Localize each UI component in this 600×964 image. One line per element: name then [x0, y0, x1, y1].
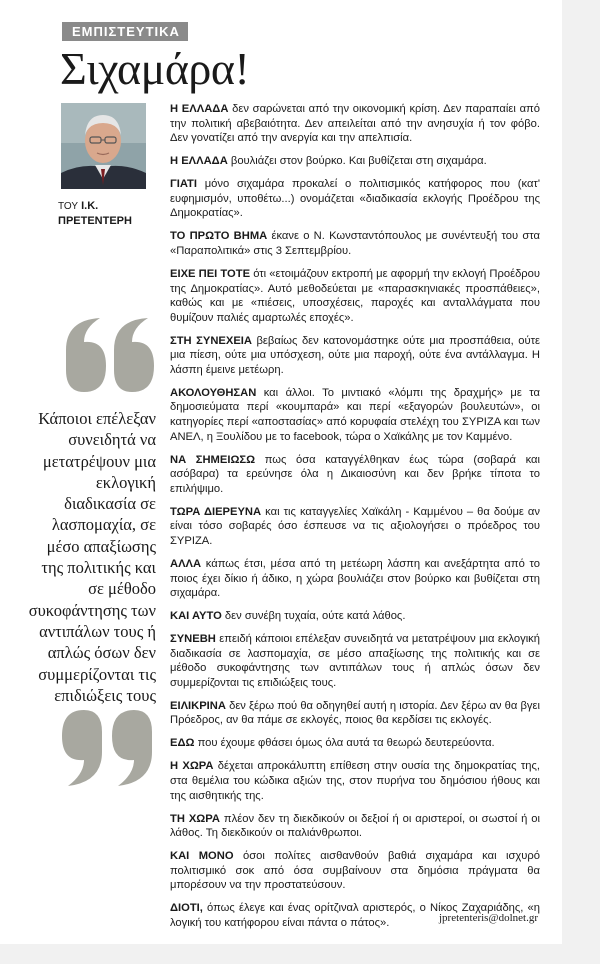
paragraph-lead: ΕΔΩ: [170, 737, 195, 750]
byline-prefix: ΤΟΥ: [58, 201, 79, 212]
paragraph-lead: ΓΙΑΤΙ: [170, 178, 197, 191]
section-tag: ΕΜΠΙΣΤΕΥΤΙΚΑ: [62, 22, 188, 41]
paragraph-text: όπως έλεγε και ένας ορίτζιναλ αριστερός, ο Νίκος Ζαχαριάδης, «η λογική του κατήφορου είναι πάντα ο πάτος».: [170, 902, 540, 929]
author-portrait-image: [61, 103, 146, 189]
headline: Σιχαμάρα!: [60, 43, 250, 94]
byline-initials: Ι.Κ.: [81, 200, 99, 212]
author-byline: [58, 199, 168, 228]
paragraph: [170, 759, 540, 803]
author-photo: [61, 103, 146, 189]
paragraph: [170, 505, 540, 549]
paragraph-lead: ΕΙΧΕ ΠΕΙ ΤΟΤΕ: [170, 267, 251, 280]
paragraph-text: βεβαίως δεν κατονομάστηκε ούτε μια προσπάθεια, ούτε μια πίεση, ούτε μια υπόσχεση, ούτε μια παροχή, ούτε ένα αντάλλαγμα. Η λάσπη έμεινε μετέωρη.: [170, 334, 540, 376]
paragraph-text: ότι «ετοιμάζουν εκτροπή με αφορμή την εκλογή Προέδρου της Δημοκρατίας». Αυτό μεθοδεύεται με «παρασκηνιακές προσπάθειες», καθώς και με «πιέσεις, υποσχέσεις, παροχές και ανταλλάγματα που θυμίζουν παλιές αμαρτωλές εποχές».: [170, 267, 540, 324]
paragraph: [170, 102, 540, 146]
paragraph-text: και άλλοι. Το μιντιακό «λόμπι της δραχμής» με τα δημοσιεύματα περί «κουμπαρά» και περί «εξαγορών βουλευτών», οι κατηγορίες περί «αποστασίας» από κορυφαία στελέχη του ΣΥΡΙΖΑ και των ΑΝΕΛ, η Ξουλίδου με το facebook, τώρα ο Χαϊκάλης με τον Καμμένο.: [170, 386, 540, 443]
paragraph: [170, 849, 540, 893]
paragraph-lead: ΤΩΡΑ ΔΙΕΡΕΥΝΑ: [170, 505, 262, 518]
pull-quote: Κάποιοι επέλεξαν συνειδητά να μετατρέψουν μια εκλογική διαδικασία σε λασπομαχία, σε μέσο απαξίωσης της πολιτικής και σε μέθοδο συκοφάντησης των αντιπάλων τους ή απλώς όσων δεν συμμερίζονται τις επιδιώξεις τους: [28, 409, 156, 705]
paragraph-text: δεν ξέρω πού θα οδηγηθεί αυτή η ιστορία. Δεν ξέρω αν θα βγει Πρόεδρος, αν θα πάμε σε εκλογές, ποιος θα κερδίσει τις εκλογές.: [170, 699, 540, 727]
paragraph: [170, 453, 540, 497]
paragraph-lead: ΔΙΟΤΙ,: [170, 902, 203, 915]
article-body: [170, 102, 540, 939]
author-email: jpretenteris@dolnet.gr: [438, 912, 538, 924]
paragraph: [170, 386, 540, 444]
paragraph-lead: ΑΛΛΑ: [170, 557, 202, 570]
paragraph-text: πως όσα καταγγέλθηκαν έως τώρα (σοβαρά και ασόβαρα) τα ερεύνησε όλα η Δικαιοσύνη και δεν βρήκε τίποτα το επιλήψιμο.: [170, 453, 540, 495]
paragraph-text: έκανε ο Ν. Κωνσταντόπουλος με συνέντευξή του στα «Παραπολιτικά» στις 3 Σεπτεμβρίου.: [170, 230, 541, 257]
paragraph: [170, 699, 540, 728]
open-quote-icon: [62, 316, 158, 402]
paragraph-text: δέχεται απροκάλυπτη επίθεση στην ουσία της δημοκρατίας της, στα θεμέλια του κώδικα αξιών της, στον πυρήνα του δημόσιου ήθους και της αισθητικής της.: [170, 760, 540, 802]
paragraph: [170, 229, 540, 258]
page-edge-bottom: [0, 944, 600, 964]
paragraph-lead: ΕΙΛΙΚΡΙΝΑ: [170, 699, 226, 712]
paragraph: [170, 177, 540, 221]
page-edge-right: [562, 0, 600, 964]
paragraph-text: βουλιάζει στον βούρκο. Και βυθίζεται στη σιχαμάρα.: [227, 155, 487, 168]
paragraph-text: όσοι πολίτες αισθανθούν βαθιά σιχαμάρα και ισχυρό πολιτισμικό σοκ από όσα συμβαίνουν στα δημόσια πράγματα θα μπορέσουν να την προστατεύσουν.: [170, 850, 541, 892]
paragraph-lead: ΝΑ ΣΗΜΕΙΩΣΩ: [170, 453, 256, 466]
paragraph-text: πλέον δεν τη διεκδικούν οι δεξιοί ή οι αριστεροί, οι σωστοί ή οι λάθος. Τη διεκδικούν οι παλιάνθρωποι.: [170, 812, 540, 840]
paragraph-lead: ΣΤΗ ΣΥΝΕΧΕΙΑ: [170, 334, 252, 347]
paragraph: [170, 557, 540, 601]
paragraph-lead: ΚΑΙ ΜΟΝΟ: [170, 850, 234, 863]
paragraph-lead: ΤΟ ΠΡΩΤΟ ΒΗΜΑ: [170, 230, 268, 243]
paragraph-lead: ΑΚΟΛΟΥΘΗΣΑΝ: [170, 386, 257, 399]
paragraph-lead: Η ΕΛΛΑΔΑ: [170, 103, 229, 115]
paragraph: [170, 609, 540, 624]
paragraph: [170, 334, 540, 378]
paragraph: [170, 267, 540, 325]
paragraph-text: δεν συνέβη τυχαία, ούτε κατά λάθος.: [221, 610, 406, 623]
paragraph-text: επειδή κάποιοι επέλεξαν συνειδητά να μετατρέψουν μια εκλογική διαδικασία σε λασπομαχία, σε μέσο απαξίωσης της πολιτικής και σε μέθοδο συκοφάντησης των αντιπάλων τους ή απλώς όσων δεν συμμερίζονται τις επιδιώξεις τους.: [170, 633, 540, 689]
paragraph-text: μόνο σιχαμάρα προκαλεί ο πολιτισμικός κατήφορος που (κατ' ευφημισμόν, υποθέτω...) ονομάζεται «διαδικασία εκλογής Προέδρου της Δημοκρατίας».: [170, 178, 540, 220]
paragraph-lead: Η ΧΩΡΑ: [170, 760, 214, 773]
paragraph-lead: ΚΑΙ ΑΥΤΟ: [170, 610, 222, 623]
byline-surname: ΠΡΕΤΕΝΤΕΡΗ: [58, 215, 132, 227]
paragraph-text: δεν σαρώνεται από την οικονομική κρίση. Δεν παραπαίει από την πολιτική αβεβαιότητα. Δεν απειλείται από την ανησυχία ή τον φόβο. Δεν γονατίζει από την ανεργία και την απελπισία.: [170, 103, 540, 145]
paragraph-lead: Η ΕΛΛΑΔΑ: [170, 155, 228, 168]
paragraph-text: και τις καταγγελίες Χαϊκάλη - Καμμένου – θα δούμε αν είναι τόσο σοβαρές όσο έσπευσε να τις αξιολογήσει ο πρόεδρος του ΣΥΡΙΖΑ.: [170, 505, 540, 547]
paragraph-lead: ΤΗ ΧΩΡΑ: [170, 812, 220, 825]
paragraph-text: κάπως έτσι, μέσα από τη μετέωρη λάσπη και ανεξάρτητα από το ποιος έχει δίκιο ή άδικο, η χώρα βουλιάζει στον βούρκο και βυθίζεται στη σιχαμάρα.: [170, 557, 540, 600]
paragraph-text: που έχουμε φθάσει όμως όλα αυτά τα θεωρώ δευτερεύοντα.: [194, 737, 495, 750]
paragraph-lead: ΣΥΝΕΒΗ: [170, 633, 216, 646]
close-quote-icon: [56, 704, 156, 788]
paragraph: [170, 736, 540, 751]
paragraph: [170, 632, 540, 690]
paragraph: [170, 154, 540, 169]
paragraph: [170, 812, 540, 841]
